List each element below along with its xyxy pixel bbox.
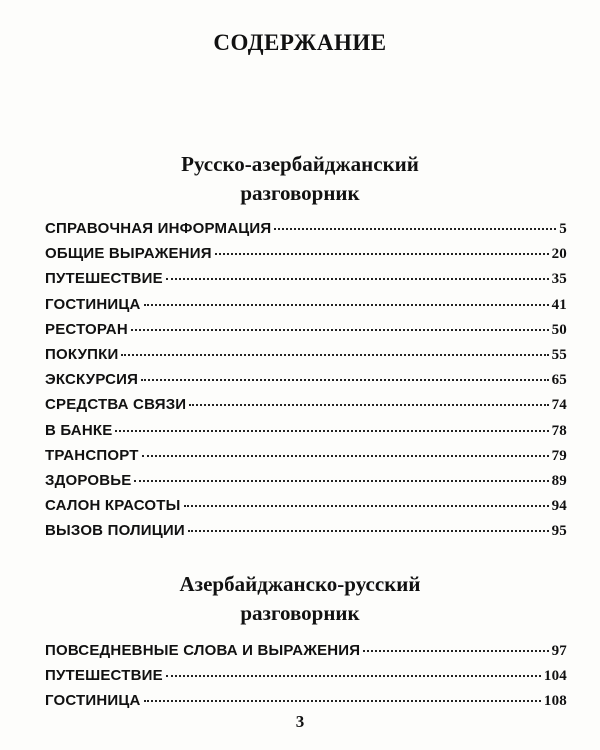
toc-entry-label: ЗДОРОВЬЕ: [45, 471, 132, 489]
toc-entry[interactable]: [45, 371, 567, 396]
section-heading-line2: разговорник: [240, 181, 360, 205]
toc-entry-label: ПОКУПКИ: [45, 345, 119, 363]
dot-leader: [363, 650, 548, 652]
toc-entry[interactable]: [45, 296, 567, 321]
dot-leader: [166, 675, 541, 677]
toc-entry-label: В БАНКЕ: [45, 421, 113, 439]
dot-leader: [215, 253, 549, 255]
toc-entry[interactable]: [45, 396, 567, 421]
toc-entry-page: 79: [551, 447, 567, 464]
dot-leader: [141, 379, 548, 381]
page-title: СОДЕРЖАНИЕ: [213, 30, 387, 55]
dot-leader: [131, 329, 549, 331]
toc-entry[interactable]: [45, 245, 567, 270]
page-number: 3: [295, 712, 305, 731]
section-heading-line1: Азербайджанско-русский: [179, 572, 421, 596]
toc-entry[interactable]: [45, 346, 567, 371]
dot-leader: [144, 304, 549, 306]
toc-entry-label: ПУТЕШЕСТВИЕ: [45, 667, 163, 685]
toc-entry[interactable]: [45, 667, 567, 692]
dot-leader: [142, 455, 549, 457]
toc-entry-page: 55: [551, 346, 567, 363]
toc-entry-page: 104: [543, 668, 567, 685]
toc-entry-page: 20: [551, 246, 567, 263]
toc-entry-label: ЭКСКУРСИЯ: [45, 371, 139, 389]
dot-leader: [274, 228, 556, 230]
toc-entry-page: 74: [551, 397, 567, 414]
toc-entry[interactable]: [45, 472, 567, 497]
toc-entry[interactable]: [45, 522, 567, 547]
toc-entry[interactable]: [45, 422, 567, 447]
toc-entry[interactable]: [45, 321, 567, 346]
toc-list-azerbaijani-russian: [45, 642, 567, 718]
toc-entry-page: 97: [551, 643, 567, 659]
toc-entry-label: РЕСТОРАН: [45, 320, 128, 338]
toc-entry-page: 78: [551, 422, 567, 439]
dot-leader: [134, 480, 548, 482]
toc-entry[interactable]: [45, 270, 567, 295]
toc-entry-label: СРЕДСТВА СВЯЗИ: [45, 396, 187, 414]
toc-entry-page: 5: [559, 221, 567, 237]
toc-entry-page: 35: [551, 271, 567, 288]
toc-entry[interactable]: [45, 497, 567, 522]
section-heading-russian-azerbaijani: [0, 150, 600, 208]
toc-entry-label: ПУТЕШЕСТВИЕ: [45, 270, 163, 288]
toc-entry-label: СПРАВОЧНАЯ ИНФОРМАЦИЯ: [45, 220, 272, 237]
toc-entry[interactable]: [45, 447, 567, 472]
toc-entry-label: ГОСТИНИЦА: [45, 295, 141, 313]
toc-entry-page: 94: [551, 498, 567, 515]
toc-entry-page: 50: [551, 321, 567, 338]
toc-list-russian-azerbaijani: [45, 220, 567, 547]
toc-entry-label: САЛОН КРАСОТЫ: [45, 497, 181, 515]
toc-entry[interactable]: [45, 642, 567, 667]
dot-leader: [188, 530, 549, 532]
dot-leader: [121, 354, 548, 356]
toc-entry-label: ПОВСЕДНЕВНЫЕ СЛОВА И ВЫРАЖЕНИЯ: [45, 642, 361, 659]
section-heading-azerbaijani-russian: [0, 570, 600, 628]
section-heading-line2: разговорник: [240, 601, 360, 625]
dot-leader: [115, 430, 548, 432]
toc-entry-page: 65: [551, 372, 567, 389]
toc-entry[interactable]: [45, 220, 567, 245]
dot-leader: [189, 404, 548, 406]
dot-leader: [166, 278, 549, 280]
toc-entry-page: 89: [551, 472, 567, 489]
section-heading-line1: Русско-азербайджанский: [181, 152, 419, 176]
toc-entry-label: ГОСТИНИЦА: [45, 692, 141, 710]
toc-entry-label: ОБЩИЕ ВЫРАЖЕНИЯ: [45, 245, 212, 263]
toc-entry-label: ТРАНСПОРТ: [45, 446, 139, 464]
toc-entry-page: 95: [551, 523, 567, 540]
toc-entry-label: ВЫЗОВ ПОЛИЦИИ: [45, 522, 185, 540]
dot-leader: [184, 505, 549, 507]
toc-entry-page: 41: [551, 296, 567, 313]
dot-leader: [144, 700, 541, 702]
toc-entry-page: 108: [543, 693, 567, 710]
